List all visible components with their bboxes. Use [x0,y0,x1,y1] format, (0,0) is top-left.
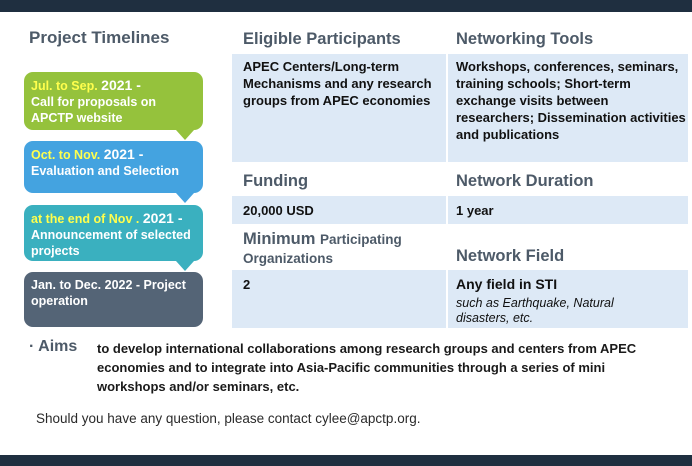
eligible-participants-text: APEC Centers/Long-term Mechanisms and any research groups from APEC economies [243,59,432,108]
step-year: 2021 - [101,77,141,93]
network-field-title: Network Field [456,247,565,265]
network-duration-value: 1 year [456,203,494,218]
step-text: Call for proposals on APCTP website [31,95,157,125]
timeline-step-call-for-proposals [24,72,203,130]
callout-pointer [176,261,194,271]
minimum-word: Minimum [243,230,316,248]
network-duration-title: Network Duration [456,172,594,190]
network-field-value: Any field in STI [456,276,558,292]
networking-tools-text: Workshops, conferences, seminars, training schools; Short-term exchange visits between researchers; Dissemination activities and publications [456,59,686,142]
step-date: Oct. to Nov. [31,148,101,162]
callout-pointer [176,193,194,203]
bottom-bar [0,455,692,466]
participating-word: Participating [320,232,402,247]
funding-value: 20,000 USD [243,203,314,218]
step-text: Evaluation and Selection [31,164,179,178]
funding-title: Funding [243,172,309,190]
organizations-word: Organizations [243,251,334,266]
contact-info: Should you have any question, please contact cylee@apctp.org. [36,411,421,426]
timeline-step-project-operation [24,272,203,327]
timeline-step-announcement [24,205,203,261]
minimum-panel [232,270,446,328]
eligible-participants-title: Eligible Participants [243,30,401,48]
step-text: Jan. to Dec. 2022 - Project operation [31,278,186,308]
step-year: 2021 - [103,146,144,162]
step-date: at the end of Nov . [31,212,140,226]
project-timelines-title: Project Timelines [29,28,170,47]
minimum-participating-title [243,230,402,268]
step-text: Announcement of selected projects [31,228,191,258]
networking-tools-title: Networking Tools [456,30,594,48]
aims-label: · Aims [29,338,78,355]
step-year: 2021 - [142,210,183,226]
callout-pointer [176,130,194,140]
timeline-step-evaluation [24,141,203,193]
minimum-organizations-value: 2 [243,277,251,292]
top-bar [0,0,692,12]
aims-text: to develop international collaborations among research groups and centers from APEC economies and to integrate into Asia-Pacific communities through a series of mini workshops and/or seminars, etc. [97,341,637,394]
network-field-examples: such as Earthquake, Natural disasters, etc. [456,296,614,325]
step-date: Jul. to Sep. [31,79,98,93]
